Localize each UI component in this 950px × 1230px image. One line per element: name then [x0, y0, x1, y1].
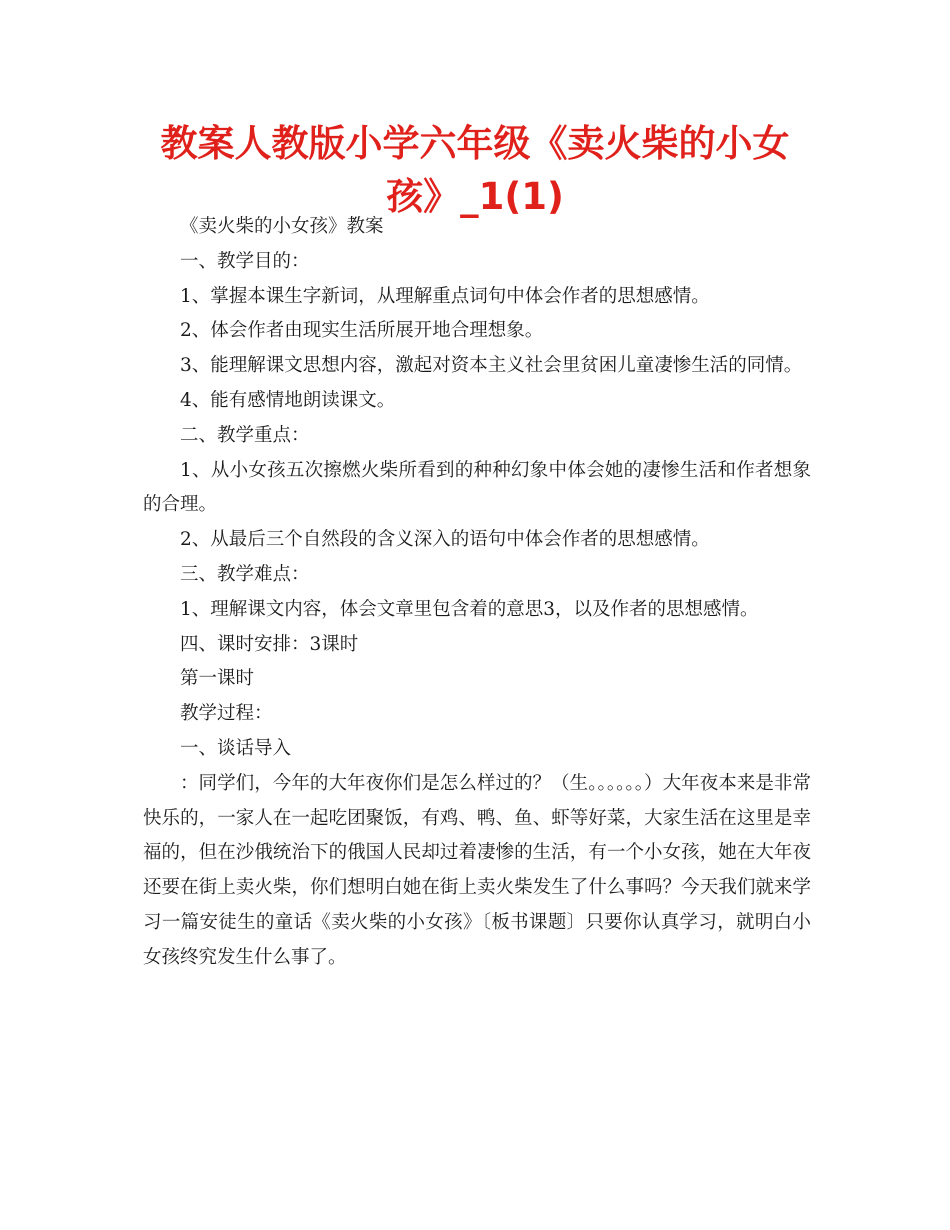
paragraph: 1、掌握本课生字新词，从理解重点词句中体会作者的思想感情。 [180, 285, 710, 307]
paragraph: 1、从小女孩五次擦燃火柴所看到的种种幻象中体会她的凄惨生活和作者想象的合理。 [143, 459, 811, 516]
paragraph: 四、课时安排：3课时 [180, 633, 359, 655]
paragraph: 4、能有感情地朗读课文。 [180, 389, 396, 411]
paragraph: 第一课时 [180, 668, 255, 690]
paragraph: 2、从最后三个自然段的含义深入的语句中体会作者的思想感情。 [180, 529, 710, 551]
paragraph: 《卖火柴的小女孩》教案 [180, 216, 384, 237]
paragraph: 教学过程： [180, 703, 273, 725]
document-title: 教案人教版小学六年级《卖火柴的小女孩》_1(1) [160, 122, 790, 218]
paragraph: 2、体会作者由现实生活所展开地合理想象。 [180, 320, 544, 342]
paragraph: 二、教学重点： [180, 424, 310, 446]
paragraph: 1、理解课文内容，体会文章里包含着的意思3，以及作者的思想感情。 [180, 598, 759, 620]
paragraph: 三、教学难点： [180, 563, 310, 585]
paragraph: ：同学们，今年的大年夜你们是怎么样过的？（生。。。。。。）大年夜本来是非常快乐的，一家人在一起吃团聚饭，有鸡、鸭、鱼、虾等好菜，大家生活在这里是幸福的，但在沙俄统治下的俄国人民却过着凄惨的生活，有一个小女孩，她在大年夜还要在街上卖火柴，你们想明白她在街上卖火柴发生了什么事吗？今天我们就来学习一篇安徒生的童话《卖火柴的小女孩》〔板书课题〕只要你认真学习，就明白小女孩终究发生什么事了。 [143, 772, 811, 968]
paragraph: 一、教学目的： [180, 250, 310, 272]
paragraph: 一、谈话导入 [180, 737, 292, 759]
document-body [143, 210, 811, 976]
paragraph: 3、能理解课文思想内容，激起对资本主义社会里贫困儿童凄惨生活的同情。 [180, 355, 803, 377]
